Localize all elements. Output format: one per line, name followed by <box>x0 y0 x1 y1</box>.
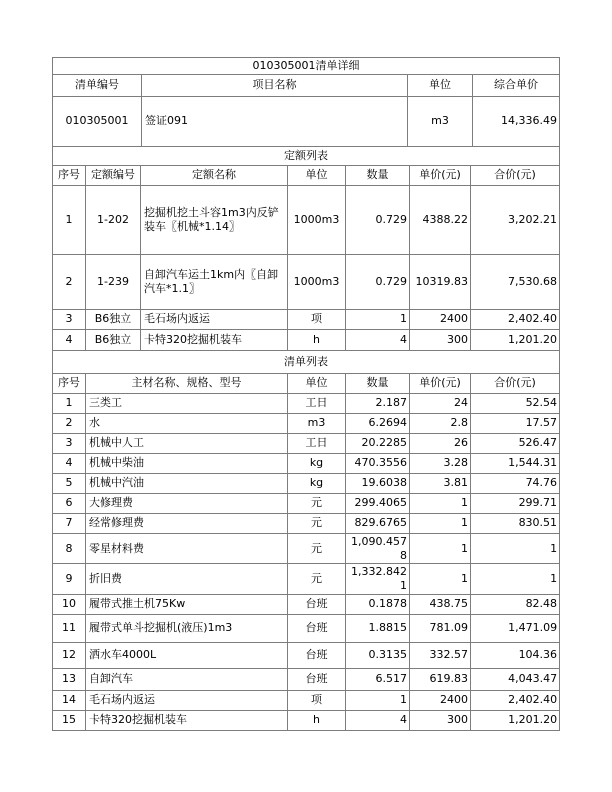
cell: 4388.22 <box>410 185 471 254</box>
cell: 1,201.20 <box>471 710 560 730</box>
cell: 1,332.8421 <box>346 564 410 595</box>
section-title-row <box>53 350 560 373</box>
cell: 毛石场内返运 <box>86 690 288 710</box>
summary-table <box>52 57 560 147</box>
cell: 299.71 <box>471 493 560 513</box>
cell: 履带式推土机75Kw <box>86 594 288 614</box>
summary-data-row <box>53 96 560 146</box>
column-header-seq: 序号 <box>53 373 86 393</box>
table-row <box>53 513 560 533</box>
cell: 挖掘机挖土斗容1m3内反铲装车〖机械*1.14〗 <box>141 185 288 254</box>
cell: 3 <box>53 433 86 453</box>
materials-section-title: 清单列表 <box>53 350 560 373</box>
cell: 水 <box>86 413 288 433</box>
cell: 台班 <box>288 668 346 690</box>
table-row <box>53 309 560 329</box>
cell: 104.36 <box>471 642 560 668</box>
materials-list-table <box>52 350 560 731</box>
column-header-unit: 单位 <box>288 373 346 393</box>
cell: 机械中人工 <box>86 433 288 453</box>
table-row <box>53 254 560 309</box>
column-header-unit: 单位 <box>408 74 473 96</box>
column-header-quota-name: 定额名称 <box>141 165 288 185</box>
cell: 2400 <box>410 309 471 329</box>
page-title: 010305001清单详细 <box>53 58 560 75</box>
cell: 2 <box>53 413 86 433</box>
table-row <box>53 564 560 595</box>
cell: 15 <box>53 710 86 730</box>
cell: 卡特320挖掘机装车 <box>86 710 288 730</box>
cell: 82.48 <box>471 594 560 614</box>
cell: 1,471.09 <box>471 614 560 642</box>
summary-header-row <box>53 74 560 96</box>
cell: 2,402.40 <box>471 690 560 710</box>
table-row <box>53 668 560 690</box>
cell: 17.57 <box>471 413 560 433</box>
column-header-unit: 单位 <box>288 165 346 185</box>
column-header-unit-price: 单价(元) <box>410 373 471 393</box>
cell: 机械中汽油 <box>86 473 288 493</box>
cell: 4 <box>53 329 86 350</box>
table-row <box>53 473 560 493</box>
cell: 0.3135 <box>346 642 410 668</box>
cell: 1,544.31 <box>471 453 560 473</box>
cell: 毛石场内返运 <box>141 309 288 329</box>
cell: 零星材料费 <box>86 533 288 564</box>
cell: 自卸汽车 <box>86 668 288 690</box>
cell: 332.57 <box>410 642 471 668</box>
column-header-quantity: 数量 <box>346 373 410 393</box>
column-header-unit-price: 单价(元) <box>410 165 471 185</box>
cell: 1 <box>410 493 471 513</box>
cell: kg <box>288 473 346 493</box>
item-name-value: 签证091 <box>142 96 408 146</box>
table-row <box>53 642 560 668</box>
unit-value: m3 <box>408 96 473 146</box>
cell: 10 <box>53 594 86 614</box>
table-row <box>53 690 560 710</box>
cell: 74.76 <box>471 473 560 493</box>
cell: 大修理费 <box>86 493 288 513</box>
cell: B6独立 <box>86 309 141 329</box>
column-header-material-name: 主材名称、规格、型号 <box>86 373 288 393</box>
cell: 2,402.40 <box>471 309 560 329</box>
cell: 19.6038 <box>346 473 410 493</box>
table-title-row <box>53 58 560 75</box>
cell: 洒水车4000L <box>86 642 288 668</box>
cell: 1 <box>410 533 471 564</box>
table-row <box>53 614 560 642</box>
cell: 1 <box>346 309 410 329</box>
cell: 5 <box>53 473 86 493</box>
cell: 1000m3 <box>288 185 346 254</box>
quota-list-table <box>52 146 560 351</box>
bill-detail-tables <box>52 57 559 731</box>
cell: 1.8815 <box>346 614 410 642</box>
cell: 4 <box>346 329 410 350</box>
cell: 机械中柴油 <box>86 453 288 473</box>
cell: 1-202 <box>86 185 141 254</box>
table-row <box>53 185 560 254</box>
cell: 13 <box>53 668 86 690</box>
cell: 6.517 <box>346 668 410 690</box>
cell: 8 <box>53 533 86 564</box>
cell: 1 <box>53 185 86 254</box>
column-header-seq: 序号 <box>53 165 86 185</box>
cell: 7,530.68 <box>471 254 560 309</box>
cell: 299.4065 <box>346 493 410 513</box>
cell: h <box>288 710 346 730</box>
cell: 1 <box>346 690 410 710</box>
cell: 工日 <box>288 433 346 453</box>
column-header-item-name: 项目名称 <box>142 74 408 96</box>
cell: h <box>288 329 346 350</box>
column-header-total-price: 合价(元) <box>471 165 560 185</box>
cell: 52.54 <box>471 393 560 413</box>
cell: 3 <box>53 309 86 329</box>
cell: 三类工 <box>86 393 288 413</box>
materials-table-body <box>53 393 560 730</box>
cell: 1 <box>53 393 86 413</box>
cell: 2.8 <box>410 413 471 433</box>
column-header-quota-code: 定额编号 <box>86 165 141 185</box>
cell: 3,202.21 <box>471 185 560 254</box>
cell: 24 <box>410 393 471 413</box>
column-header-quantity: 数量 <box>346 165 410 185</box>
materials-header-row <box>53 373 560 393</box>
cell: 9 <box>53 564 86 595</box>
cell: 3.81 <box>410 473 471 493</box>
table-row <box>53 453 560 473</box>
cell: 12 <box>53 642 86 668</box>
table-row <box>53 413 560 433</box>
cell: 300 <box>410 710 471 730</box>
cell: 元 <box>288 564 346 595</box>
cell: 4 <box>346 710 410 730</box>
quota-section-title: 定额列表 <box>53 146 560 165</box>
table-row <box>53 594 560 614</box>
cell: 6 <box>53 493 86 513</box>
cell: 1 <box>471 533 560 564</box>
cell: 台班 <box>288 642 346 668</box>
cell: kg <box>288 453 346 473</box>
cell: 1000m3 <box>288 254 346 309</box>
quota-header-row <box>53 165 560 185</box>
table-row <box>53 329 560 350</box>
column-header-composite-price: 综合单价 <box>473 74 560 96</box>
cell: 3.28 <box>410 453 471 473</box>
table-row <box>53 433 560 453</box>
list-code-value: 010305001 <box>53 96 142 146</box>
cell: m3 <box>288 413 346 433</box>
cell: 元 <box>288 533 346 564</box>
cell: 14 <box>53 690 86 710</box>
cell: 项 <box>288 309 346 329</box>
quota-table-body <box>53 185 560 350</box>
cell: 7 <box>53 513 86 533</box>
cell: 4,043.47 <box>471 668 560 690</box>
cell: 经常修理费 <box>86 513 288 533</box>
cell: 1 <box>471 564 560 595</box>
cell: 卡特320挖掘机装车 <box>141 329 288 350</box>
cell: B6独立 <box>86 329 141 350</box>
cell: 4 <box>53 453 86 473</box>
cell: 10319.83 <box>410 254 471 309</box>
table-row <box>53 493 560 513</box>
cell: 元 <box>288 493 346 513</box>
cell: 6.2694 <box>346 413 410 433</box>
cell: 11 <box>53 614 86 642</box>
table-row <box>53 710 560 730</box>
cell: 1,090.4578 <box>346 533 410 564</box>
section-title-row <box>53 146 560 165</box>
cell: 0.729 <box>346 254 410 309</box>
cell: 1 <box>410 564 471 595</box>
column-header-list-code: 清单编号 <box>53 74 142 96</box>
cell: 470.3556 <box>346 453 410 473</box>
cell: 1 <box>410 513 471 533</box>
cell: 折旧费 <box>86 564 288 595</box>
cell: 619.83 <box>410 668 471 690</box>
column-header-total-price: 合价(元) <box>471 373 560 393</box>
cell: 2400 <box>410 690 471 710</box>
cell: 工日 <box>288 393 346 413</box>
cell: 1,201.20 <box>471 329 560 350</box>
cell: 438.75 <box>410 594 471 614</box>
cell: 2.187 <box>346 393 410 413</box>
cell: 0.1878 <box>346 594 410 614</box>
cell: 2 <box>53 254 86 309</box>
cell: 履带式单斗挖掘机(液压)1m3 <box>86 614 288 642</box>
table-row <box>53 533 560 564</box>
cell: 1-239 <box>86 254 141 309</box>
cell: 20.2285 <box>346 433 410 453</box>
cell: 自卸汽车运土1km内〖自卸汽车*1.1〗 <box>141 254 288 309</box>
cell: 781.09 <box>410 614 471 642</box>
cell: 台班 <box>288 614 346 642</box>
cell: 台班 <box>288 594 346 614</box>
composite-price-value: 14,336.49 <box>473 96 560 146</box>
cell: 829.6765 <box>346 513 410 533</box>
cell: 元 <box>288 513 346 533</box>
cell: 526.47 <box>471 433 560 453</box>
cell: 0.729 <box>346 185 410 254</box>
cell: 项 <box>288 690 346 710</box>
cell: 26 <box>410 433 471 453</box>
cell: 830.51 <box>471 513 560 533</box>
table-row <box>53 393 560 413</box>
cell: 300 <box>410 329 471 350</box>
